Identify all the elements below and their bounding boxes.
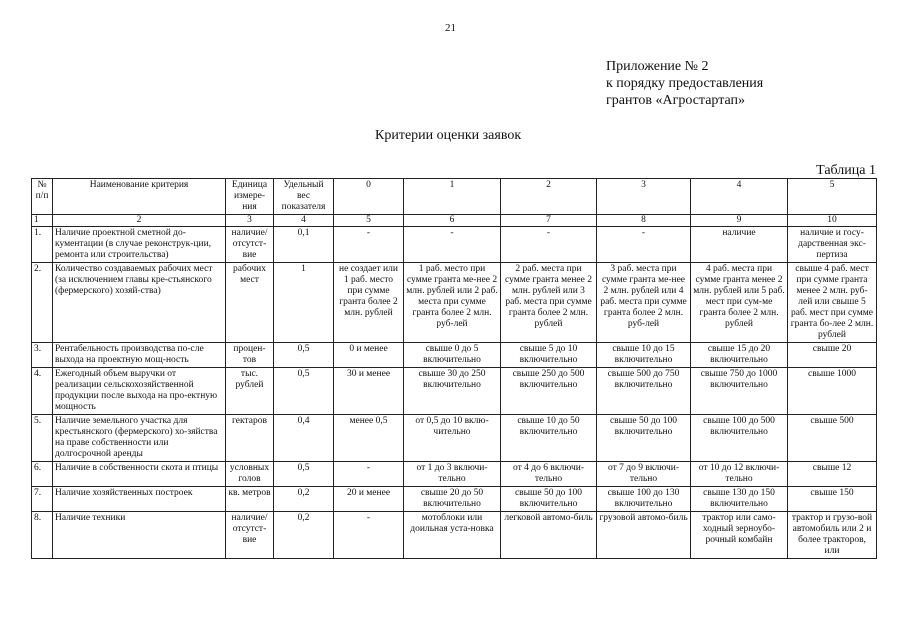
table-cell: Наличие хозяйственных построек (53, 487, 226, 512)
table-cell: от 0,5 до 10 вклю-чительно (404, 415, 501, 462)
header-cell: Наименование критерия (53, 179, 226, 215)
table-cell: мотоблоки или доильная уста-новка (404, 512, 501, 559)
header-cell: Единица измере-ния (226, 179, 274, 215)
header-cell: 4 (691, 179, 788, 215)
column-number: 5 (334, 215, 404, 227)
table-row (32, 462, 877, 487)
table-cell: от 4 до 6 включи-тельно (501, 462, 597, 487)
table-cell: гектаров (226, 415, 274, 462)
table-cell: Наличие техники (53, 512, 226, 559)
table-cell: 5. (32, 415, 53, 462)
header-cell: 1 (404, 179, 501, 215)
table-cell: наличие/ отсутст-вие (226, 227, 274, 263)
table-cell: грузовой автомо-биль (597, 512, 691, 559)
page-number: 21 (445, 22, 456, 34)
table-cell: свыше 12 (788, 462, 877, 487)
table-cell: от 1 до 3 включи-тельно (404, 462, 501, 487)
table-cell: 7. (32, 487, 53, 512)
table-row (32, 263, 877, 343)
table-cell: свыше 500 до 750 включительно (597, 368, 691, 415)
table-cell: наличие/ отсутст-вие (226, 512, 274, 559)
table-label: Таблица 1 (816, 163, 876, 178)
table-cell: 0,1 (274, 227, 334, 263)
table-cell: 30 и менее (334, 368, 404, 415)
column-number: 3 (226, 215, 274, 227)
appendix-line-3: грантов «Агростартап» (606, 93, 746, 108)
column-number: 9 (691, 215, 788, 227)
column-number: 2 (53, 215, 226, 227)
table-cell: свыше 20 до 50 включительно (404, 487, 501, 512)
table-cell: не создает или 1 раб. место при сумме гранта более 2 млн. рублей (334, 263, 404, 343)
header-row (32, 179, 877, 215)
table-cell: рабочих мест (226, 263, 274, 343)
table-cell: 1. (32, 227, 53, 263)
table-cell: 8. (32, 512, 53, 559)
appendix-line-2: к порядку предоставления (606, 76, 764, 91)
table-cell: - (404, 227, 501, 263)
table-cell: свыше 0 до 5 включительно (404, 343, 501, 368)
appendix-line-1: Приложение № 2 (606, 59, 709, 74)
header-cell: № п/п (32, 179, 53, 215)
table-cell: 4 раб. места при сумме гранта менее 2 млн. рублей или 5 раб. мест при сум-ме гранта более 2 млн. рублей (691, 263, 788, 343)
column-number: 8 (597, 215, 691, 227)
table-cell: 3 раб. места при сумме гранта ме-нее 2 млн. рублей или 4 раб. места при сумме гранта более 2 млн. руб-лей (597, 263, 691, 343)
column-number: 10 (788, 215, 877, 227)
table-cell: 0,2 (274, 487, 334, 512)
table-cell: 0,5 (274, 343, 334, 368)
table-cell: легковой автомо-биль (501, 512, 597, 559)
table-row (32, 343, 877, 368)
table-cell: - (334, 227, 404, 263)
table-cell: свыше 100 до 130 включительно (597, 487, 691, 512)
table-cell: 0 и менее (334, 343, 404, 368)
column-number: 4 (274, 215, 334, 227)
table-row (32, 512, 877, 559)
table-row (32, 487, 877, 512)
table-cell: свыше 30 до 250 включительно (404, 368, 501, 415)
table-cell: трактор и грузо-вой автомобиль или 2 и более тракторов, или (788, 512, 877, 559)
table-cell: 0,4 (274, 415, 334, 462)
header-cell: 5 (788, 179, 877, 215)
table-cell: свыше 10 до 50 включительно (501, 415, 597, 462)
table-cell: свыше 500 (788, 415, 877, 462)
table-cell: 0,5 (274, 368, 334, 415)
table-cell: 4. (32, 368, 53, 415)
column-number: 6 (404, 215, 501, 227)
table-cell: 2 раб. места при сумме гранта менее 2 млн. рублей или 3 раб. места при сумме гранта более 2 млн. рублей (501, 263, 597, 343)
table-cell: 20 и менее (334, 487, 404, 512)
table-cell: свыше 15 до 20 включительно (691, 343, 788, 368)
table-cell: тыс. рублей (226, 368, 274, 415)
table-cell: свыше 150 (788, 487, 877, 512)
table-cell: кв. метров (226, 487, 274, 512)
table-cell: свыше 50 до 100 включительно (597, 415, 691, 462)
table-cell: свыше 20 (788, 343, 877, 368)
table-cell: условных голов (226, 462, 274, 487)
table-cell: от 10 до 12 включи-тельно (691, 462, 788, 487)
table-cell: свыше 4 раб. мест при сумме гранта менее 2 млн. руб-лей или свыше 5 раб. мест при сумме гранта бо-лее 2 млн. рублей (788, 263, 877, 343)
column-number: 7 (501, 215, 597, 227)
table-cell: 1 (274, 263, 334, 343)
column-number-row (32, 215, 877, 227)
document-title: Критерии оценки заявок (375, 128, 522, 143)
table-cell: Ежегодный объем выручки от реализации сельскохозяйственной продукции после выхода на про-ектную мощность (53, 368, 226, 415)
column-number: 1 (32, 215, 53, 227)
table-cell: трактор или само-ходный зерноубо-рочный комбайн (691, 512, 788, 559)
table-cell: 2. (32, 263, 53, 343)
table-cell: свыше 100 до 500 включительно (691, 415, 788, 462)
table-cell: свыше 50 до 100 включительно (501, 487, 597, 512)
table-cell: свыше 10 до 15 включительно (597, 343, 691, 368)
criteria-table (31, 178, 877, 559)
table-cell: свыше 5 до 10 включительно (501, 343, 597, 368)
table-cell: свыше 130 до 150 включительно (691, 487, 788, 512)
table-cell: свыше 750 до 1000 включительно (691, 368, 788, 415)
table-cell: Количество создаваемых рабочих мест (за исключением главы кре-стьянского (фермерского) хозяй-ства) (53, 263, 226, 343)
table-cell: свыше 1000 (788, 368, 877, 415)
table-cell: - (334, 512, 404, 559)
table-row (32, 227, 877, 263)
table-cell: 0,2 (274, 512, 334, 559)
table-cell: менее 0,5 (334, 415, 404, 462)
table-row (32, 415, 877, 462)
table-cell: Наличие земельного участка для крестьянского (фермерского) хо-зяйства на праве собственности или долгосрочной аренды (53, 415, 226, 462)
table-cell: процен-тов (226, 343, 274, 368)
table-cell: 0,5 (274, 462, 334, 487)
table-cell: 6. (32, 462, 53, 487)
table-cell: 1 раб. место при сумме гранта ме-нее 2 млн. рублей или 2 раб. места при сумме гранта более 2 млн. руб-лей (404, 263, 501, 343)
table-cell: свыше 250 до 500 включительно (501, 368, 597, 415)
table-cell: Наличие проектной сметной до-кументации (в случае реконструк-ции, ремонта или строительства) (53, 227, 226, 263)
table-cell: Наличие в собственности скота и птицы (53, 462, 226, 487)
table-cell: 3. (32, 343, 53, 368)
header-cell: 2 (501, 179, 597, 215)
table-cell: - (334, 462, 404, 487)
table-cell: Рентабельность производства по-сле выхода на проектную мощ-ность (53, 343, 226, 368)
header-cell: 3 (597, 179, 691, 215)
appendix-header (606, 58, 763, 109)
page-crop-area (0, 592, 905, 640)
table-cell: наличие и госу-дарственная экс-пертиза (788, 227, 877, 263)
table-cell: - (501, 227, 597, 263)
table-cell: наличие (691, 227, 788, 263)
header-cell: 0 (334, 179, 404, 215)
table-row (32, 368, 877, 415)
table-cell: - (597, 227, 691, 263)
table-cell: от 7 до 9 включи-тельно (597, 462, 691, 487)
header-cell: Удельный вес показателя (274, 179, 334, 215)
criteria-table-body (32, 227, 877, 559)
